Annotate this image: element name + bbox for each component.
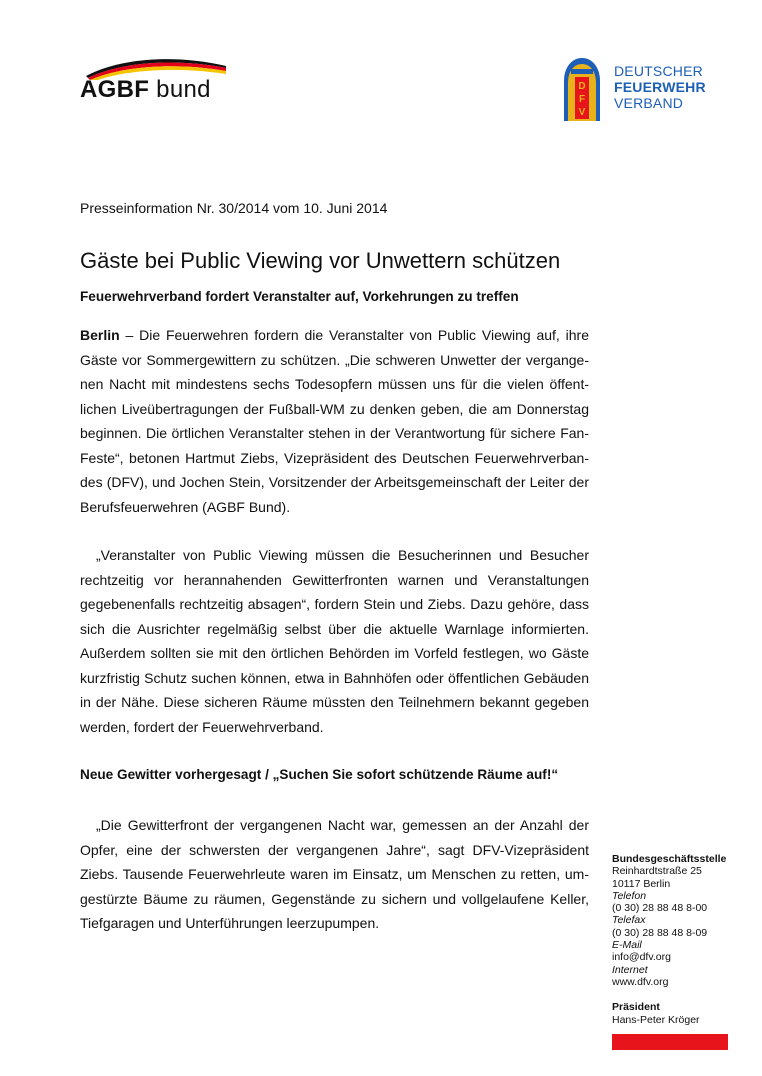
web-address: www.dfv.org bbox=[612, 975, 669, 988]
dfv-logo bbox=[558, 55, 738, 125]
paragraph-1-text: – Die Feuerwehren fordern die Veranstalter von Public Viewing auf, ihre Gäste vor Sommergewittern zu schützen. „Die schweren Unwetter der vergangenen Nacht mit mindestens sechs Todesopfern müssen uns für die vielen öffentlichen Liveübertragungen der Fußball-WM zu denken geben, die am Donnerstag beginnen. Die örtlichen Veranstalter stehen in der Verantwortung für sichere Fan-Feste“, betonen Hartmut Ziebs, Vizepräsident des Deutschen Feuerwehrverbandes (DFV), und Jochen Stein, Vorsitzender der Arbeitsgemeinschaft der Leiter der Berufsfeuerwehren (AGBF Bund). bbox=[80, 327, 589, 515]
dfv-emblem-letter-d: D bbox=[578, 81, 586, 92]
paragraph-1 bbox=[80, 323, 589, 519]
paragraph-2: „Veranstalter von Public Viewing müssen die Besucherinnen und Besucher rechtzeitig vor herannahenden Gewitterfronten warnen und Veranstaltungen gegebenenfalls rechtzeitig absagen“, fordern Stein und Ziebs. Dazu gehöre, dass sich die Ausrichter regelmäßig selbst über die aktuelle Warnlage informierten. Außerdem sollten sie mit den örtlichen Behörden im Vorfeld festlegen, wo Gäste kurzfristig Schutz suchen können, etwa in Bahnhöfen oder öffentlichen Gebäuden in der Nähe. Diese sicheren Räume müssten den Teilnehmern bekannt gegeben werden, fordert der Feuerwehrverband. bbox=[80, 547, 589, 735]
dfv-logo-text bbox=[614, 63, 706, 111]
office-city: 10117 Berlin bbox=[612, 877, 671, 890]
phone-number: (0 30) 28 88 48 8-00 bbox=[612, 902, 708, 915]
agbf-logo-part2: bund bbox=[156, 76, 211, 103]
president-name: Hans-Peter Kröger bbox=[612, 1013, 700, 1026]
email-label: E-Mail bbox=[612, 939, 642, 952]
dfv-emblem-letter-f: F bbox=[578, 94, 586, 105]
phone-label: Telefon bbox=[612, 889, 647, 902]
fax-number: (0 30) 28 88 48 8-09 bbox=[612, 926, 708, 939]
fax-label: Telefax bbox=[612, 914, 646, 927]
section-heading: Neue Gewitter vorhergesagt / „Suchen Sie sofort schützende Räume auf!“ bbox=[80, 767, 559, 782]
agbf-logo-text bbox=[80, 76, 211, 104]
dfv-logo-line2: FEUERWEHR bbox=[614, 79, 706, 95]
dfv-logo-line1: DEUTSCHER bbox=[614, 63, 703, 79]
red-accent-bar bbox=[612, 1034, 728, 1050]
email-address: info@dfv.org bbox=[612, 951, 671, 964]
contact-sidebar bbox=[612, 853, 742, 1026]
agbf-bund-logo bbox=[80, 56, 240, 106]
president-label: Präsident bbox=[612, 1001, 660, 1014]
subtitle: Feuerwehrverband fordert Veranstalter auf, Vorkehrungen zu treffen bbox=[80, 289, 519, 304]
dfv-helmet-emblem-icon bbox=[558, 55, 604, 125]
paragraph-1-dateline: Berlin bbox=[80, 327, 120, 343]
web-label: Internet bbox=[612, 963, 648, 976]
press-release-number: Presseinformation Nr. 30/2014 vom 10. Juni 2014 bbox=[80, 200, 388, 216]
office-label: Bundesgeschäftsstelle bbox=[612, 853, 727, 865]
page-title: Gäste bei Public Viewing vor Unwettern schützen bbox=[80, 248, 561, 273]
office-street: Reinhardtstraße 25 bbox=[612, 865, 702, 878]
dfv-emblem-letter-v: V bbox=[578, 107, 586, 118]
sidebar-spacer bbox=[612, 988, 742, 1001]
dfv-logo-line3: VERBAND bbox=[614, 95, 684, 111]
agbf-logo-part1: AGBF bbox=[80, 76, 150, 103]
paragraph-3: „Die Gewitterfront der vergangenen Nacht war, gemessen an der Anzahl der Opfer, eine der schwersten der vergangenen Jahre“, sagt DFV-Vizepräsident Ziebs. Tausende Feuerwehrleute waren im Einsatz, um Menschen zu retten, umgestürzte Bäume zu räumen, Gegenstände zu sichern und vollgelaufene Keller, Tiefgaragen und Unterführungen leerzupumpen. bbox=[80, 817, 589, 931]
